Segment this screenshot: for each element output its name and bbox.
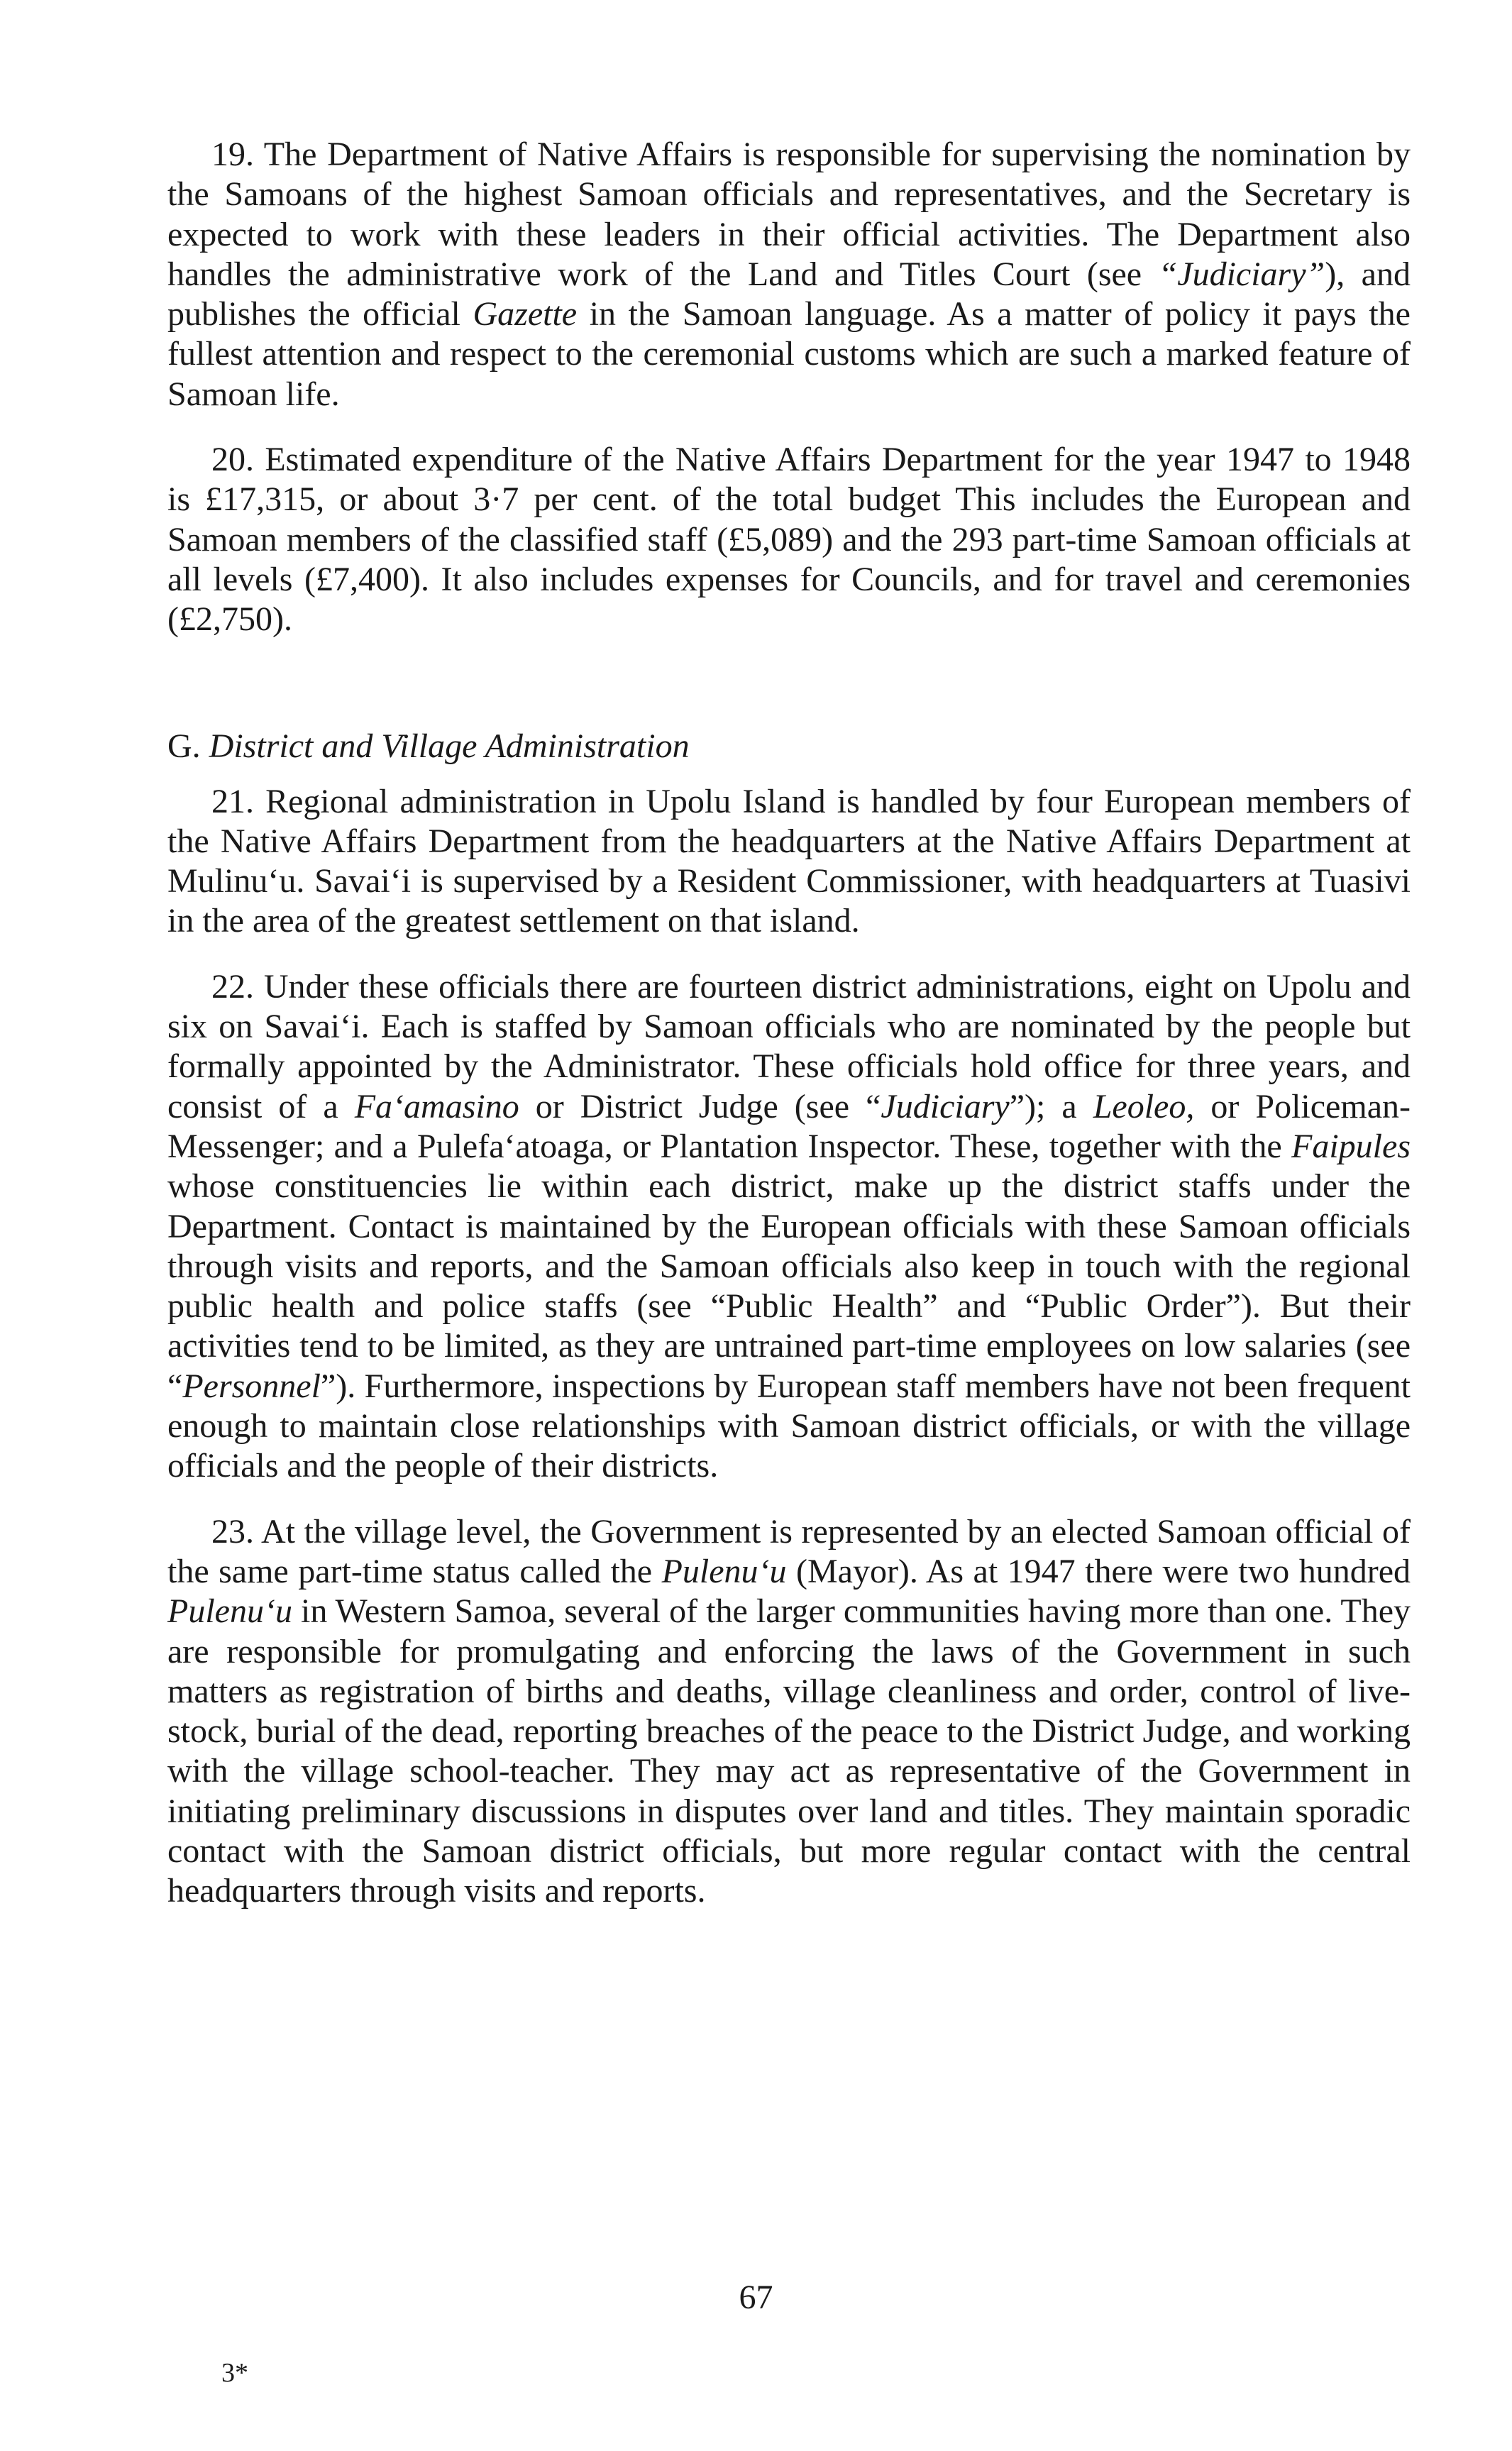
paragraph-20 — [167, 440, 1411, 639]
paragraph-text: ”). Furthermore, inspections by European staff members have not been frequent enough to maintain close relationships with Samoan district officials, or with the village officials and the people of their districts. — [167, 1367, 1411, 1485]
page-number: 67 — [739, 2279, 773, 2316]
italic-reference: Personnel — [182, 1367, 321, 1405]
italic-term: Gazette — [473, 295, 578, 334]
paragraph-22 — [167, 967, 1411, 1487]
paragraph-23 — [167, 1512, 1411, 1912]
section-title: District and Village Administration — [209, 727, 690, 765]
signature-mark: 3* — [221, 2358, 248, 2388]
paragraph-text: 23. At the village level, the Government is represented by an elected Samoan official of the same part-time status called the — [167, 1512, 1411, 1590]
italic-term: Faipules — [1291, 1127, 1411, 1165]
paragraph-text: or Policeman-Messenger; and a Pulefa‘atoaga, or Plantation Inspector. These, together with the — [167, 1087, 1411, 1165]
paragraph-text: in Western Samoa, several of the larger communities having more than one. They are responsible for promulgating and enforcing the laws of the Government in such matters as registration of births and deaths, village cleanliness and order, control of live-stock, burial of the dead, reporting breaches of the peace to the District Judge, and working with the village school-teacher. They may act as representative of the Government in initiating preliminary discussions in disputes over land and titles. They maintain sporadic contact with the Samoan district officials, but more regular contact with the central headquarters through visits and reports. — [167, 1592, 1411, 1910]
paragraph-19 — [167, 135, 1411, 414]
paragraph-text: (Mayor). As at 1947 there were two hundred — [786, 1552, 1411, 1590]
paragraph-21 — [167, 782, 1411, 942]
italic-reference: Judiciary — [881, 1087, 1010, 1125]
paragraph-text: 22. Under these officials there are fourteen district administrations, eight on Upolu and six on Savai‘i. Each is staffed by Samoan officials who are nominated by the people but formally appointed by the Administrator. These officials hold office for three years, and consist of a — [167, 967, 1411, 1125]
section-heading — [167, 727, 1411, 766]
paragraph-text: 20. Estimated expenditure of the Native Affairs Department for the year 1947 to 1948 is £17,315, or about 3·7 per cent. of the total budget This includes the European and Samoan members of the classified staff (£5,089) and the 293 part-time Samoan officials at all levels (£7,400). It also includes expenses for Councils, and for travel and ceremonies (£2,750). — [167, 441, 1411, 639]
section-letter: G. — [167, 727, 201, 765]
italic-term: Fa‘amasino — [354, 1087, 519, 1125]
paragraph-text: or District Judge (see “ — [519, 1087, 881, 1125]
document-body — [167, 135, 1411, 1912]
paragraph-text: in the Samoan language. As a matter of policy it pays the fullest attention and respect to the ceremonial customs which are such a marked feature of Samoan life. — [167, 295, 1411, 413]
paragraph-text: ”); a — [1009, 1087, 1093, 1125]
paragraph-text: 21. Regional administration in Upolu Island is handled by four European members of the Native Affairs Department from the headquarters at the Native Affairs Department at Mulinu‘u. Savai‘i is supervised by a Resident Commissioner, with headquarters at Tuasivi in the area of the greatest settlement on that island. — [167, 782, 1411, 940]
italic-term: Pulenu‘u — [167, 1592, 292, 1631]
italic-reference: “Judiciary” — [1158, 255, 1325, 293]
italic-term: Pulenu‘u — [661, 1552, 787, 1590]
paragraph-text: 19. The Department of Native Affairs is responsible for supervising the nomination by the Samoans of the highest Samoan officials and representatives, and the Secretary is expected to work with these leaders in their official activities. The Department also handles the administrative work of the Land and Titles Court (see — [167, 136, 1411, 293]
paragraph-text: ), and publishes the official — [167, 255, 1411, 334]
paragraph-text: whose constituencies lie within each district, make up the district staffs under the Department. Contact is maintained by the European officials with these Samoan officials through visits and reports, and the Samoan officials also keep in touch with the regional public health and police staffs (see “Public Health” and “Public Order”). But their activities tend to be limited, as they are untrained part-time employees on low salaries (see “ — [167, 1167, 1411, 1405]
italic-term: Leoleo, — [1093, 1087, 1195, 1125]
